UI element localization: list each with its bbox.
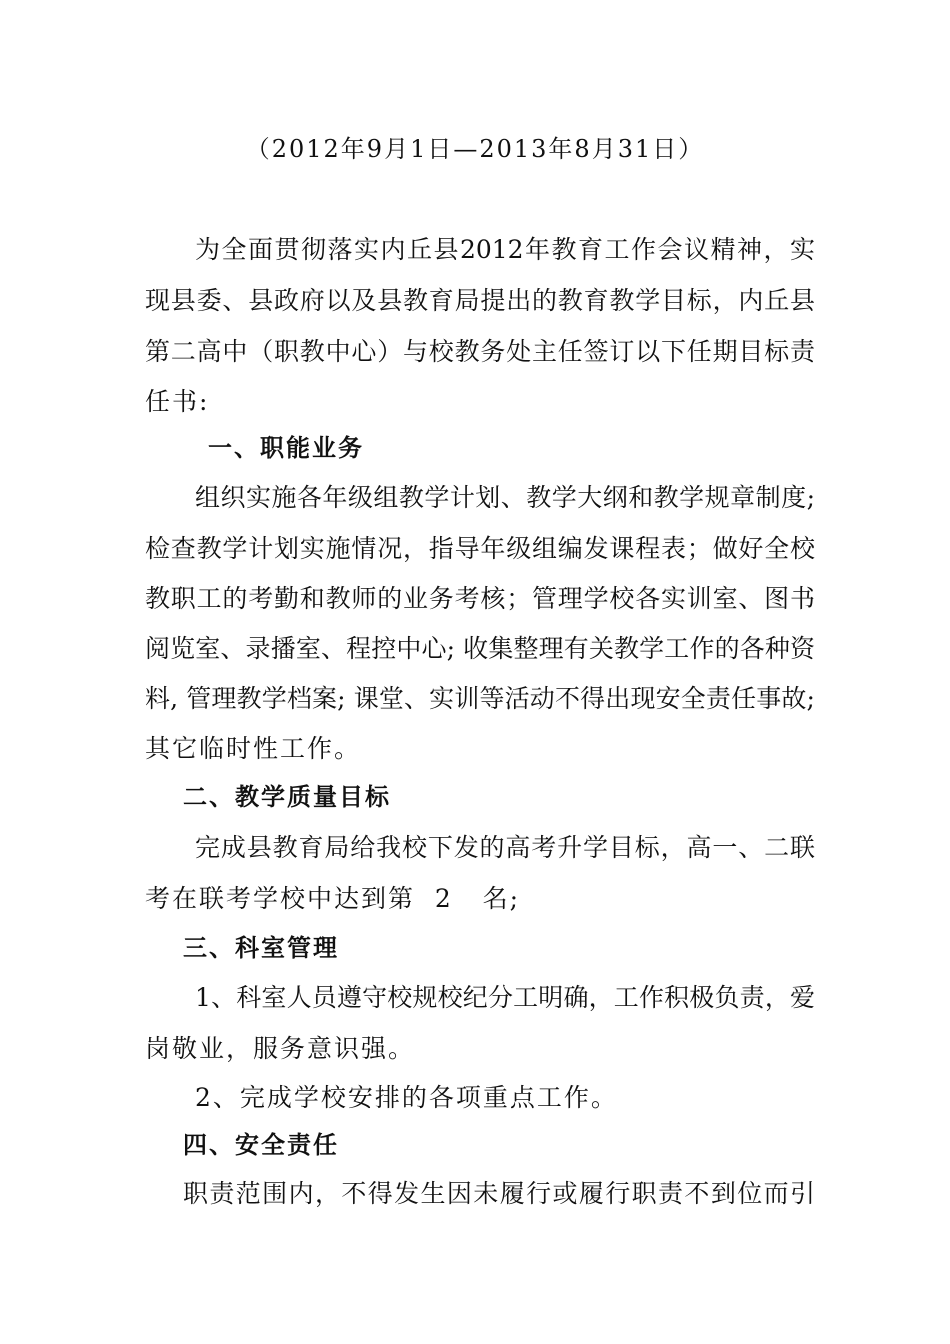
section-heading-4: 四、安全责任 xyxy=(183,1131,339,1159)
intro-line: 为全面贯彻落实内丘县2012年教育工作会议精神，实 xyxy=(195,235,815,264)
intro-line: 任书: xyxy=(145,387,210,416)
section2-line: 考在联考学校中达到第 2 名; xyxy=(145,884,521,913)
section1-line: 组织实施各年级组教学计划、教学大纲和教学规章制度; xyxy=(195,483,815,512)
section1-line: 料, 管理教学档案; 课堂、实训等活动不得出现安全责任事故; xyxy=(145,684,815,713)
section2-line: 完成县教育局给我校下发的高考升学目标，高一、二联 xyxy=(195,833,815,862)
section4-line: 职责范围内，不得发生因未履行或履行职责不到位而引 xyxy=(183,1179,815,1208)
intro-line: 第二高中（职教中心）与校教务处主任签订以下任期目标责 xyxy=(145,337,815,366)
section-heading-3: 三、科室管理 xyxy=(183,934,339,962)
section1-line: 阅览室、录播室、程控中心; 收集整理有关教学工作的各种资 xyxy=(145,634,815,663)
section1-line: 检查教学计划实施情况，指导年级组编发课程表；做好全校 xyxy=(145,534,815,563)
section1-line: 教职工的考勤和教师的业务考核；管理学校各实训室、图书 xyxy=(145,584,815,613)
section-heading-1: 一、职能业务 xyxy=(208,434,364,462)
section3-line: 1、科室人员遵守校规校纪分工明确，工作积极负责，爱 xyxy=(195,983,815,1012)
section-heading-2: 二、教学质量目标 xyxy=(183,783,391,811)
section1-line: 其它临时性工作。 xyxy=(145,734,362,763)
date-range: （2012年9月1日—2013年8月31日） xyxy=(245,135,705,163)
section3-line: 2、完成学校安排的各项重点工作。 xyxy=(195,1083,618,1112)
section3-line: 岗敬业，服务意识强。 xyxy=(145,1034,416,1063)
intro-line: 现县委、县政府以及县教育局提出的教育教学目标，内丘县 xyxy=(145,286,815,315)
